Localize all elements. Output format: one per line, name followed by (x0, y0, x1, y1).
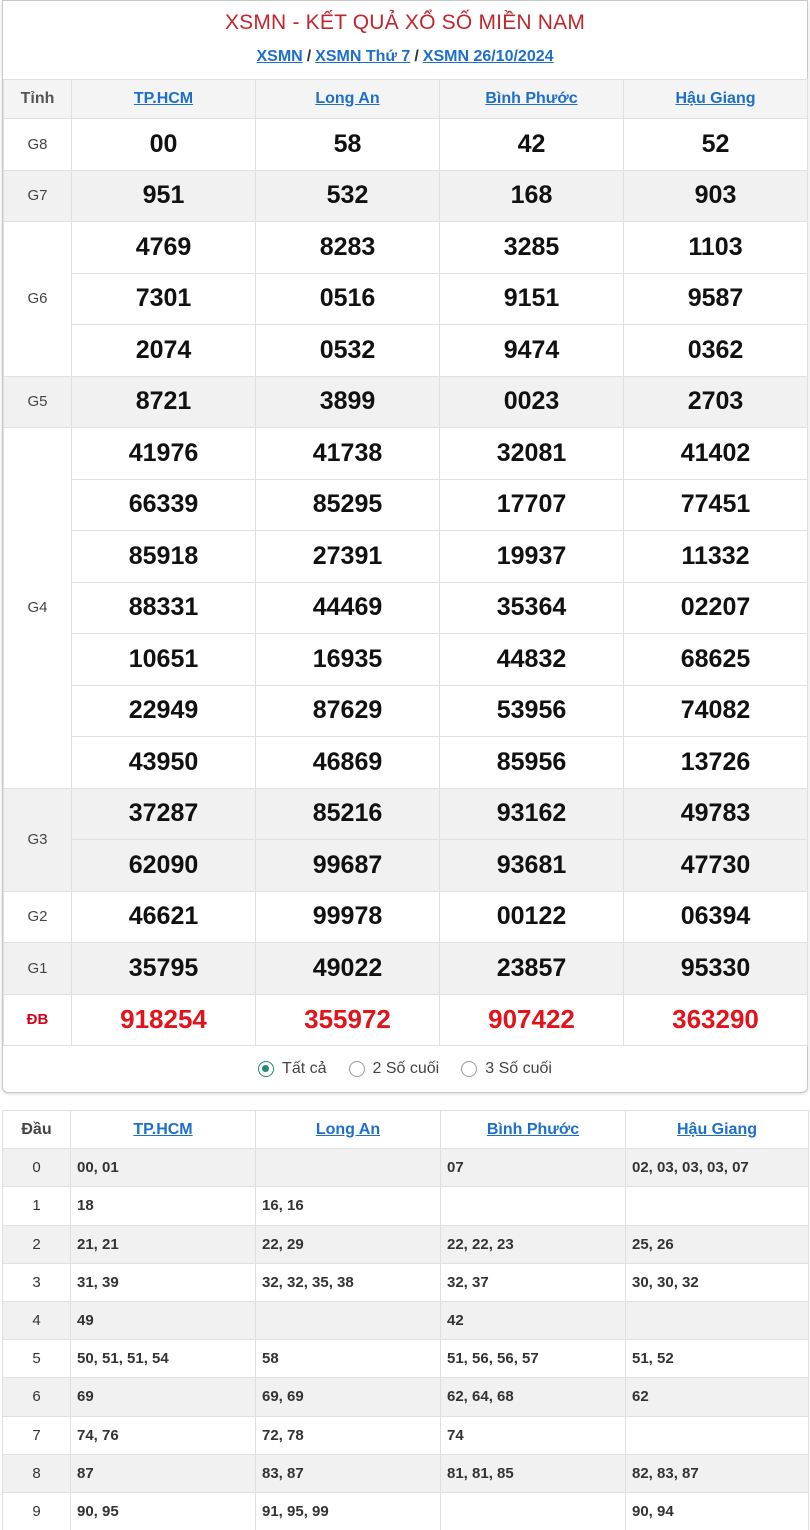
loto-cell: 07 (441, 1149, 626, 1187)
prize-number: 13726 (624, 737, 808, 789)
prize-number: 27391 (256, 531, 440, 583)
loto-head-digit: 1 (3, 1187, 71, 1225)
loto-head-digit: 6 (3, 1378, 71, 1416)
prize-row (4, 428, 808, 480)
prize-number: 44469 (256, 582, 440, 634)
loto-cell: 02, 03, 03, 03, 07 (626, 1149, 809, 1187)
prize-number: 0532 (256, 325, 440, 377)
prize-number: 42 (440, 119, 624, 171)
loto-table (2, 1110, 809, 1530)
loto-cell: 00, 01 (71, 1149, 256, 1187)
prize-number: 37287 (72, 788, 256, 840)
digit-filter (3, 1051, 807, 1087)
loto-row (3, 1149, 809, 1187)
prize-number: 168 (440, 170, 624, 222)
loto-cell: 31, 39 (71, 1263, 256, 1301)
special-prize-number: 355972 (256, 994, 440, 1046)
prize-number: 2074 (72, 325, 256, 377)
prize-number: 9151 (440, 273, 624, 325)
province-link-longan[interactable]: Long An (315, 90, 380, 107)
results-card (2, 0, 808, 1093)
prize-number: 532 (256, 170, 440, 222)
loto-cell: 62 (626, 1378, 809, 1416)
prize-number: 16935 (256, 634, 440, 686)
prize-row (4, 685, 808, 737)
prize-number: 9474 (440, 325, 624, 377)
prize-number: 9587 (624, 273, 808, 325)
loto-cell (256, 1149, 441, 1187)
prize-number: 19937 (440, 531, 624, 583)
prize-number: 46621 (72, 891, 256, 943)
results-header-row (4, 80, 808, 119)
filter-option-1[interactable] (349, 1060, 440, 1078)
prize-number: 02207 (624, 582, 808, 634)
prize-number: 3899 (256, 376, 440, 428)
column-header-province (72, 80, 256, 119)
prize-number: 85295 (256, 479, 440, 531)
province-link-tphcm[interactable]: TP.HCM (133, 1120, 193, 1138)
loto-cell: 90, 94 (626, 1492, 809, 1530)
prize-row (4, 582, 808, 634)
column-header-province (71, 1111, 256, 1149)
prize-label: G5 (4, 376, 72, 428)
filter-option-label: Tất cả (282, 1060, 327, 1077)
prize-number: 00122 (440, 891, 624, 943)
loto-cell: 69 (71, 1378, 256, 1416)
loto-row (3, 1263, 809, 1301)
prize-number: 88331 (72, 582, 256, 634)
prize-number: 44832 (440, 634, 624, 686)
prize-row (4, 994, 808, 1046)
prize-row (4, 840, 808, 892)
prize-label: G4 (4, 428, 72, 789)
loto-row (3, 1301, 809, 1339)
loto-head-digit: 2 (3, 1225, 71, 1263)
prize-number: 49022 (256, 943, 440, 995)
column-header-province (626, 1111, 809, 1149)
column-header-province (441, 1111, 626, 1149)
prize-number: 58 (256, 119, 440, 171)
column-header-province (256, 80, 440, 119)
loto-cell: 83, 87 (256, 1454, 441, 1492)
prize-number: 7301 (72, 273, 256, 325)
province-link-tphcm[interactable]: TP.HCM (133, 90, 194, 107)
prize-number: 35795 (72, 943, 256, 995)
loto-row (3, 1492, 809, 1530)
loto-cell: 32, 32, 35, 38 (256, 1263, 441, 1301)
loto-cell: 42 (441, 1301, 626, 1339)
prize-number: 77451 (624, 479, 808, 531)
loto-cell (626, 1187, 809, 1225)
prize-number: 41976 (72, 428, 256, 480)
prize-label: G3 (4, 788, 72, 891)
prize-number: 0023 (440, 376, 624, 428)
loto-cell: 87 (71, 1454, 256, 1492)
prize-number: 41402 (624, 428, 808, 480)
filter-option-label: 3 Số cuối (485, 1060, 552, 1077)
prize-number: 0362 (624, 325, 808, 377)
prize-number: 1103 (624, 222, 808, 274)
prize-number: 10651 (72, 634, 256, 686)
prize-number: 93162 (440, 788, 624, 840)
filter-option-0[interactable] (258, 1060, 326, 1078)
prize-number: 951 (72, 170, 256, 222)
prize-label: ĐB (4, 994, 72, 1046)
prize-number: 66339 (72, 479, 256, 531)
breadcrumb-link-xsmn-thu7[interactable]: XSMN Thứ 7 (315, 48, 411, 65)
loto-cell: 74, 76 (71, 1416, 256, 1454)
prize-row (4, 376, 808, 428)
loto-cell: 90, 95 (71, 1492, 256, 1530)
loto-cell: 91, 95, 99 (256, 1492, 441, 1530)
results-body (4, 119, 808, 1046)
prize-label: G2 (4, 891, 72, 943)
prize-number: 74082 (624, 685, 808, 737)
loto-body (3, 1149, 809, 1530)
prize-row (4, 788, 808, 840)
prize-number: 23857 (440, 943, 624, 995)
prize-number: 93681 (440, 840, 624, 892)
province-link-haugiang[interactable]: Hậu Giang (676, 1120, 757, 1138)
prize-number: 17707 (440, 479, 624, 531)
page-title: XSMN - KẾT QUẢ XỔ SỐ MIỀN NAM (224, 11, 586, 34)
loto-cell: 51, 56, 56, 57 (441, 1340, 626, 1378)
breadcrumb (3, 48, 807, 72)
special-prize-number: 363290 (624, 994, 808, 1046)
prize-row (4, 170, 808, 222)
loto-cell (441, 1187, 626, 1225)
loto-head-digit: 8 (3, 1454, 71, 1492)
loto-head-digit: 4 (3, 1301, 71, 1339)
loto-head-digit: 7 (3, 1416, 71, 1454)
prize-row (4, 634, 808, 686)
loto-row (3, 1340, 809, 1378)
breadcrumb-link-xsmn[interactable]: XSMN (256, 48, 303, 65)
radio-icon[interactable] (258, 1061, 274, 1077)
loto-row (3, 1378, 809, 1416)
loto-header-row (3, 1111, 809, 1149)
column-header-dau: Đầu (3, 1111, 71, 1149)
prize-number: 46869 (256, 737, 440, 789)
province-link-haugiang[interactable]: Hậu Giang (675, 90, 756, 107)
loto-cell: 16, 16 (256, 1187, 441, 1225)
column-header-tinh: Tỉnh (4, 80, 72, 119)
radio-icon[interactable] (349, 1061, 365, 1077)
loto-cell: 22, 22, 23 (441, 1225, 626, 1263)
loto-cell: 21, 21 (71, 1225, 256, 1263)
breadcrumb-link-date[interactable]: XSMN 26/10/2024 (422, 48, 554, 65)
loto-cell: 30, 30, 32 (626, 1263, 809, 1301)
loto-head-digit: 5 (3, 1340, 71, 1378)
prize-number: 41738 (256, 428, 440, 480)
prize-number: 52 (624, 119, 808, 171)
loto-cell: 49 (71, 1301, 256, 1339)
loto-cell: 25, 26 (626, 1225, 809, 1263)
loto-row (3, 1225, 809, 1263)
loto-cell: 72, 78 (256, 1416, 441, 1454)
loto-row (3, 1187, 809, 1225)
prize-row (4, 273, 808, 325)
prize-number: 95330 (624, 943, 808, 995)
breadcrumb-separator: / (306, 48, 312, 65)
prize-number: 47730 (624, 840, 808, 892)
loto-head-digit: 9 (3, 1492, 71, 1530)
province-link-binhphuoc[interactable]: Bình Phước (485, 90, 578, 107)
results-table (3, 79, 808, 1046)
prize-row (4, 479, 808, 531)
loto-head-digit: 3 (3, 1263, 71, 1301)
prize-number: 68625 (624, 634, 808, 686)
prize-number: 43950 (72, 737, 256, 789)
prize-row (4, 943, 808, 995)
prize-number: 62090 (72, 840, 256, 892)
column-header-province (440, 80, 624, 119)
loto-cell: 50, 51, 51, 54 (71, 1340, 256, 1378)
prize-number: 85956 (440, 737, 624, 789)
prize-row (4, 737, 808, 789)
prize-number: 99978 (256, 891, 440, 943)
prize-number: 53956 (440, 685, 624, 737)
loto-cell (626, 1301, 809, 1339)
loto-cell: 62, 64, 68 (441, 1378, 626, 1416)
loto-row (3, 1416, 809, 1454)
loto-cell: 32, 37 (441, 1263, 626, 1301)
loto-cell: 58 (256, 1340, 441, 1378)
prize-number: 8721 (72, 376, 256, 428)
column-header-province (256, 1111, 441, 1149)
loto-cell: 51, 52 (626, 1340, 809, 1378)
prize-label: G7 (4, 170, 72, 222)
prize-number: 11332 (624, 531, 808, 583)
prize-label: G8 (4, 119, 72, 171)
prize-number: 99687 (256, 840, 440, 892)
radio-icon[interactable] (461, 1061, 477, 1077)
filter-option-2[interactable] (461, 1060, 552, 1078)
prize-number: 85918 (72, 531, 256, 583)
loto-head-digit: 0 (3, 1149, 71, 1187)
prize-number: 06394 (624, 891, 808, 943)
prize-label: G1 (4, 943, 72, 995)
prize-row (4, 531, 808, 583)
province-link-longan[interactable]: Long An (315, 1120, 381, 1138)
prize-row (4, 325, 808, 377)
prize-number: 2703 (624, 376, 808, 428)
prize-row (4, 119, 808, 171)
prize-number: 49783 (624, 788, 808, 840)
loto-cell: 82, 83, 87 (626, 1454, 809, 1492)
special-prize-number: 907422 (440, 994, 624, 1046)
province-link-binhphuoc[interactable]: Bình Phước (486, 1120, 580, 1138)
loto-cell (626, 1416, 809, 1454)
prize-number: 22949 (72, 685, 256, 737)
special-prize-number: 918254 (72, 994, 256, 1046)
prize-number: 4769 (72, 222, 256, 274)
prize-number: 85216 (256, 788, 440, 840)
loto-cell: 69, 69 (256, 1378, 441, 1416)
loto-cell: 18 (71, 1187, 256, 1225)
prize-number: 00 (72, 119, 256, 171)
prize-label: G6 (4, 222, 72, 377)
loto-cell (441, 1492, 626, 1530)
loto-cell (256, 1301, 441, 1339)
prize-number: 0516 (256, 273, 440, 325)
prize-number: 35364 (440, 582, 624, 634)
loto-cell: 81, 81, 85 (441, 1454, 626, 1492)
breadcrumb-separator: / (414, 48, 419, 65)
prize-number: 87629 (256, 685, 440, 737)
prize-row (4, 891, 808, 943)
loto-row (3, 1454, 809, 1492)
filter-option-label: 2 Số cuối (372, 1060, 440, 1077)
prize-number: 8283 (256, 222, 440, 274)
column-header-province (624, 80, 808, 119)
prize-number: 903 (624, 170, 808, 222)
loto-cell: 22, 29 (256, 1225, 441, 1263)
loto-cell: 74 (441, 1416, 626, 1454)
prize-number: 3285 (440, 222, 624, 274)
prize-row (4, 222, 808, 274)
prize-number: 32081 (440, 428, 624, 480)
